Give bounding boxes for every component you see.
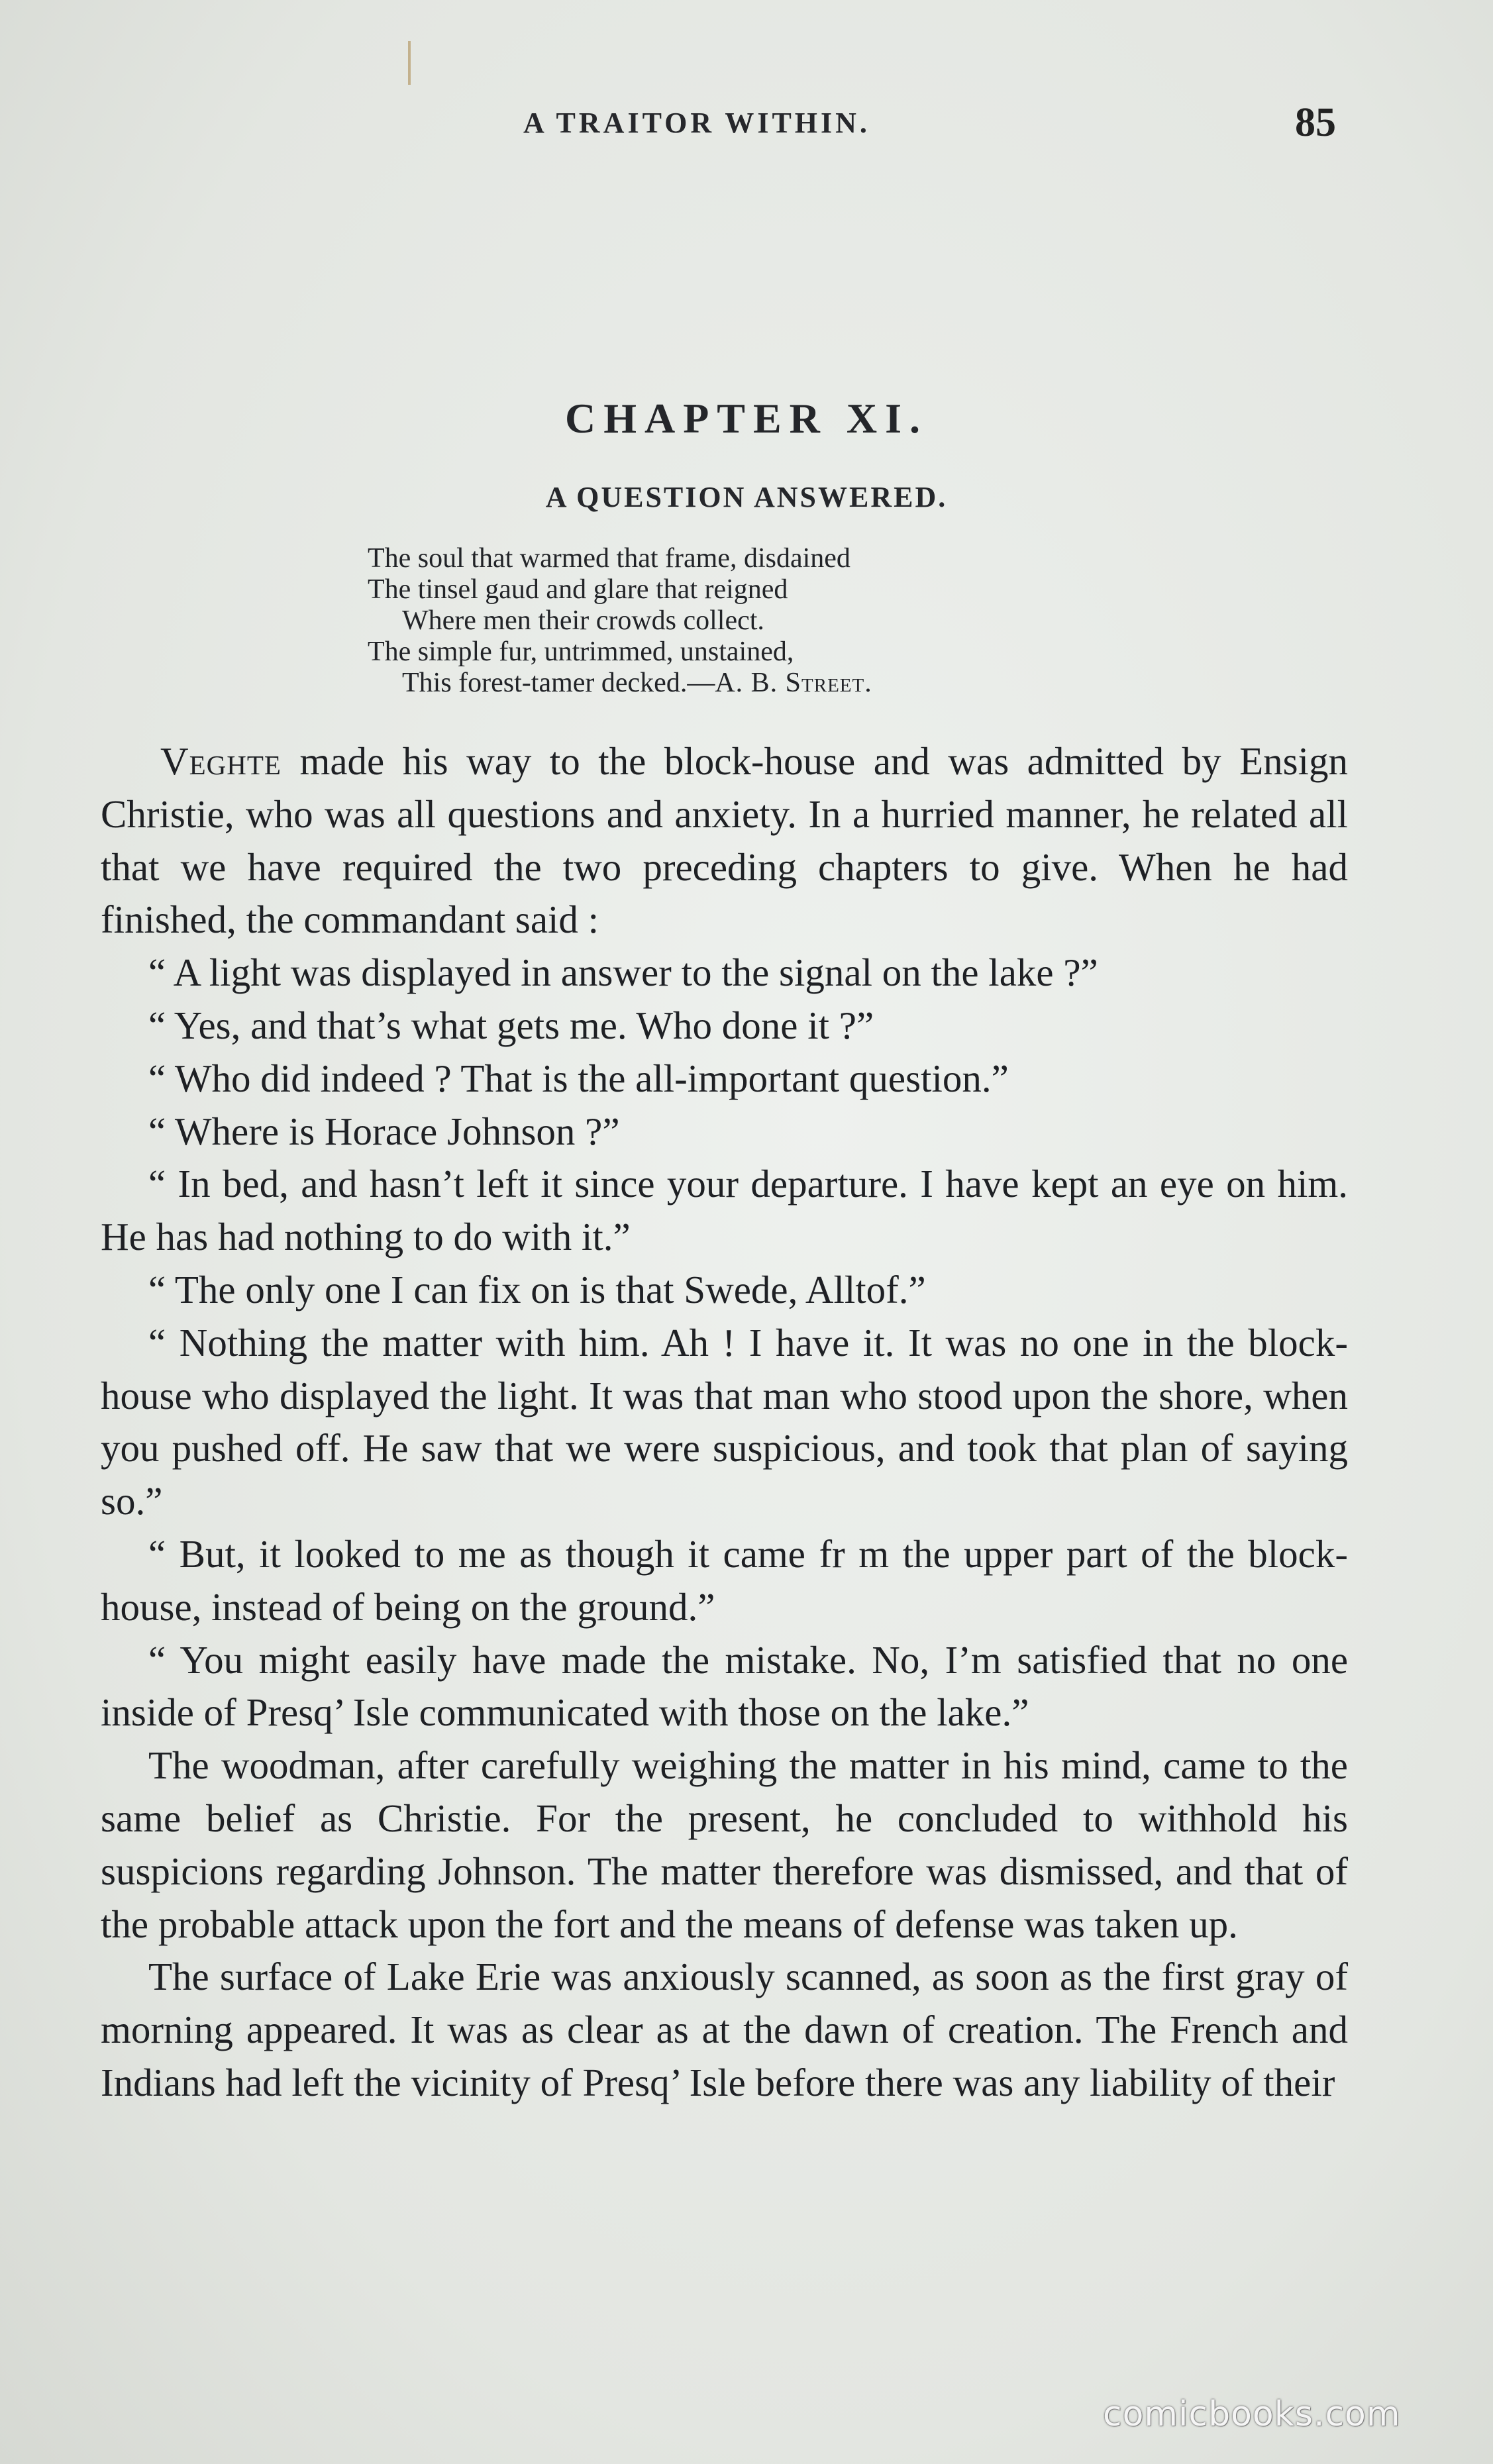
running-head: [0, 99, 1493, 152]
epigraph: [368, 543, 1162, 699]
paragraph: “ A light was displayed in answer to the signal on the lake ?”: [148, 950, 1098, 995]
paragraph: [101, 735, 1348, 947]
lead-word: Veghte: [160, 739, 282, 783]
epigraph-line: The tinsel gaud and glare that reigned: [368, 574, 788, 605]
site-watermark: comicbooks.com: [1103, 2394, 1401, 2434]
epigraph-line: The soul that warmed that frame, disdained: [368, 543, 850, 574]
chapter-title: CHAPTER XI.: [564, 395, 929, 442]
paragraph: The surface of Lake Erie was anxiously scanned, as soon as the first gray of morning appeared. It was as clear as at the dawn of creation. The French and Indians had left the vicinity of Presq’ Isle before there was any liability of their: [101, 1955, 1348, 2104]
page-number: 85: [1295, 100, 1336, 145]
paragraph: “ Yes, and that’s what gets me. Who done it ?”: [148, 1003, 874, 1047]
paragraph-text: made his way to the block-house and was admitted by Ensign Christie, who was all questions and anxiety. In a hurried manner, he related all that we have required the two preceding chapters to give. When he had finished, the commandant said :: [101, 739, 1348, 942]
running-title: A TRAITOR WITHIN.: [523, 107, 870, 139]
paragraph: “ Where is Horace Johnson ?”: [148, 1109, 620, 1153]
paragraph: “ The only one I can fix on is that Swede, Alltof.”: [148, 1267, 926, 1311]
paragraph: “ But, it looked to me as though it came fr m the upper part of the block-house, instead of being on the ground.”: [101, 1531, 1348, 1629]
chapter-subtitle: A QUESTION ANSWERED.: [545, 481, 948, 513]
paragraph: “ Who did indeed ? That is the all-important question.”: [148, 1056, 1009, 1100]
paragraph: “ You might easily have made the mistake. No, I’m satisfied that no one inside of Presq’ Isle communicated with those on the lake.”: [101, 1637, 1348, 1735]
epigraph-line: The simple fur, untrimmed, unstained,: [368, 637, 794, 667]
paragraph: “ Nothing the matter with him. Ah ! I have it. It was no one in the block-house who displayed the light. It was that man who stood upon the shore, when you pushed off. He saw that we were suspicious, and took that plan of saying so.”: [101, 1320, 1348, 1523]
paragraph: “ In bed, and hasn’t left it since your departure. I have kept an eye on him. He has had nothing to do with it.”: [101, 1162, 1348, 1259]
body-text: [101, 735, 1348, 2110]
epigraph-author: A. B. Street.: [715, 668, 872, 698]
epigraph-line-text: This forest-tamer decked.—: [402, 668, 715, 698]
page-mark: [408, 41, 411, 85]
epigraph-line: Where men their crowds collect.: [402, 605, 764, 636]
paragraph: The woodman, after carefully weighing the matter in his mind, came to the same belief as Christie. For the present, he concluded to withhold his suspicions regarding Johnson. The matter therefore was dismissed, and that of the probable attack upon the fort and the means of defense was taken up.: [101, 1743, 1348, 1946]
epigraph-line-with-author: [368, 668, 1162, 699]
